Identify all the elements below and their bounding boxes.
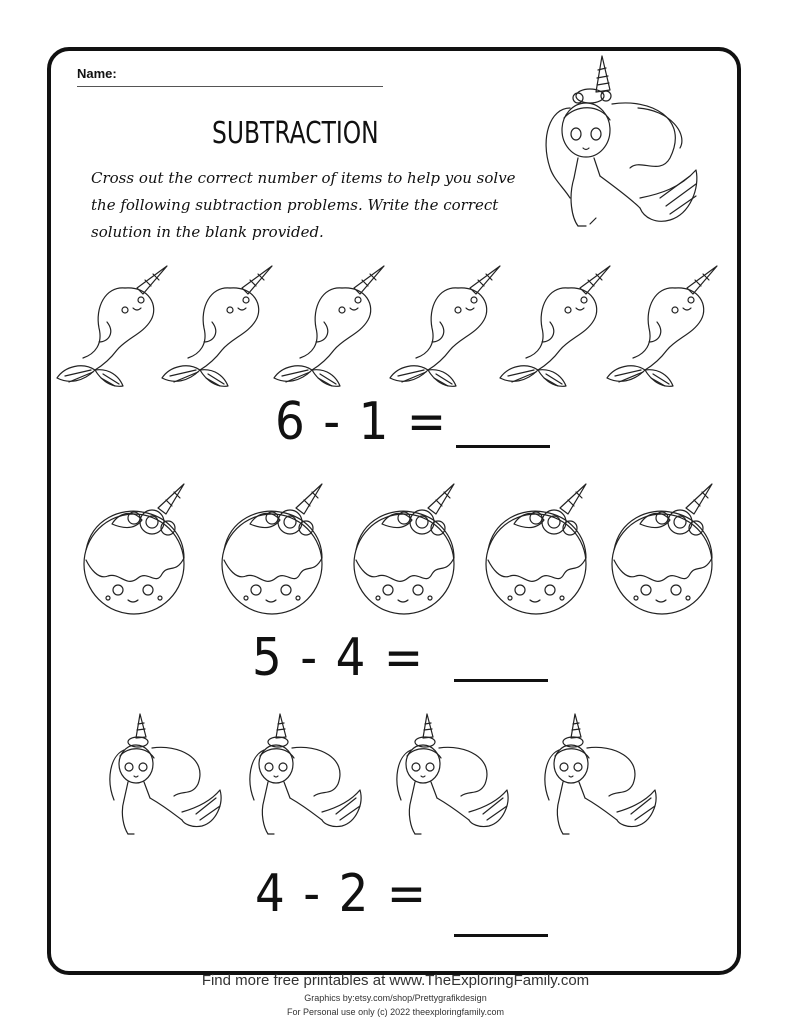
mermaid-header-illustration	[520, 48, 720, 238]
mermaid-illustration[interactable]	[533, 710, 668, 840]
answer-blank-1[interactable]	[456, 445, 550, 448]
narwhal-illustration[interactable]	[272, 258, 392, 393]
mermaid-illustration[interactable]	[238, 710, 373, 840]
answer-blank-3[interactable]	[454, 934, 548, 937]
instructions-line: Cross out the correct number of items to help you solve	[91, 169, 516, 187]
unicorn-donut-illustration[interactable]	[210, 478, 340, 618]
footer-copyright: For Personal use only (c) 2022 theexploringfamily.com	[287, 1007, 504, 1017]
equation-3: 4 - 2 =	[255, 864, 428, 924]
equation-1: 6 - 1 =	[275, 392, 448, 452]
equation-2: 5 - 4 =	[252, 628, 425, 688]
narwhal-illustration[interactable]	[55, 258, 175, 393]
answer-blank-2[interactable]	[454, 679, 548, 682]
instructions	[91, 165, 516, 246]
unicorn-donut-illustration[interactable]	[342, 478, 472, 618]
narwhal-illustration[interactable]	[498, 258, 618, 393]
unicorn-donut-illustration[interactable]	[600, 478, 730, 618]
footer-website[interactable]: Find more free printables at www.TheExploringFamily.com	[201, 972, 590, 989]
instructions-line: solution in the blank provided.	[91, 223, 324, 241]
unicorn-donut-illustration[interactable]	[72, 478, 202, 618]
mermaid-illustration[interactable]	[385, 710, 520, 840]
narwhal-illustration[interactable]	[605, 258, 725, 393]
instructions-line: the following subtraction problems. Write the correct	[91, 196, 499, 214]
name-label: Name:	[77, 66, 117, 81]
footer-graphics-credit: Graphics by:etsy.com/shop/Prettygrafikdesign	[304, 993, 487, 1003]
narwhal-illustration[interactable]	[388, 258, 508, 393]
mermaid-illustration[interactable]	[98, 710, 233, 840]
unicorn-donut-illustration[interactable]	[474, 478, 604, 618]
page-title: SUBTRACTION	[212, 116, 379, 151]
narwhal-illustration[interactable]	[160, 258, 280, 393]
name-line[interactable]	[77, 86, 383, 87]
